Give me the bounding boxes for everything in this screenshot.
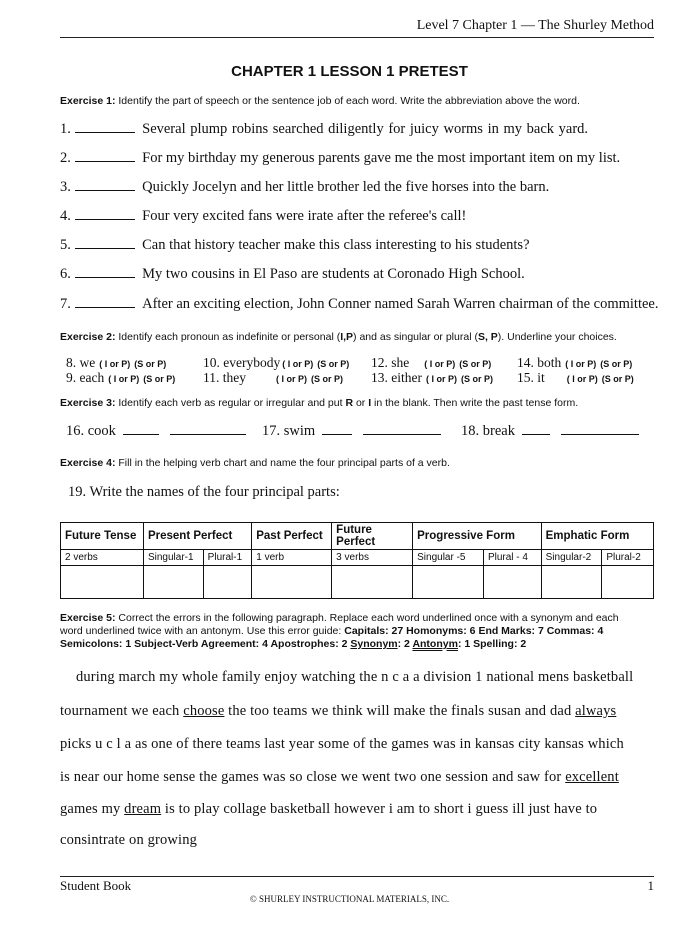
sentence-3 bbox=[60, 177, 549, 196]
instruction-code: R bbox=[345, 397, 354, 409]
sentence-1 bbox=[60, 119, 588, 138]
chart-header: Progressive Form bbox=[413, 523, 542, 550]
sentence-number: 4. bbox=[60, 208, 71, 224]
page-title: CHAPTER 1 LESSON 1 PRETEST bbox=[231, 63, 468, 80]
sentence-5 bbox=[60, 235, 530, 254]
instruction-text: word underlined twice with an antonym. Use this error guide: bbox=[60, 625, 342, 637]
exercise2-instructions bbox=[60, 331, 617, 343]
past-tense-blank[interactable] bbox=[170, 421, 246, 435]
sentence-number: 3. bbox=[60, 179, 71, 195]
chart-subheader: 3 verbs bbox=[332, 550, 413, 566]
chart-subheader: Singular -5 bbox=[413, 550, 484, 566]
pronoun-item bbox=[66, 370, 175, 386]
underlined-word: always bbox=[575, 703, 617, 719]
pronoun-word: 12. she bbox=[371, 355, 410, 370]
exercise1-instructions bbox=[60, 95, 580, 107]
sentence-6 bbox=[60, 264, 525, 283]
pronoun-word: 9. each bbox=[66, 370, 105, 385]
header-rule bbox=[60, 37, 654, 38]
sentence-text: For my birthday my generous parents gave me the most important item on my list. bbox=[142, 150, 621, 166]
exercise5-instructions bbox=[60, 612, 660, 651]
underlined-word: excellent bbox=[565, 769, 619, 785]
instruction-text: ) and as singular or plural ( bbox=[353, 331, 478, 343]
verb-item-break bbox=[461, 421, 639, 440]
chart-subheader: Plural - 4 bbox=[483, 550, 541, 566]
chart-answer-cell[interactable] bbox=[413, 566, 484, 599]
instruction-text: or bbox=[353, 397, 369, 409]
choice-sp[interactable]: (S or P) bbox=[311, 374, 344, 384]
paragraph-line-6: consintrate on growing bbox=[60, 832, 197, 848]
instruction-code: S, P bbox=[477, 331, 498, 343]
chart-answer-cell[interactable] bbox=[143, 566, 203, 599]
instruction-code: I bbox=[368, 397, 372, 409]
sentence-2 bbox=[60, 148, 620, 167]
error-guide: Capitals: 27 Homonyms: 6 End Marks: 7 Commas: 4 bbox=[344, 625, 604, 637]
paragraph-line-1: during march my whole family enjoy watching the n c a a division 1 national mens basketball bbox=[76, 669, 634, 685]
instruction-text: Identify each pronoun as indefinite or personal ( bbox=[118, 331, 341, 343]
running-header: Level 7 Chapter 1 — The Shurley Method bbox=[416, 18, 654, 33]
regular-irregular-blank[interactable] bbox=[322, 421, 352, 435]
exercise3-instructions bbox=[60, 397, 578, 409]
choice-sp[interactable]: (S or P) bbox=[601, 374, 634, 384]
footer-book-name: Student Book bbox=[60, 878, 132, 893]
exercise4-text: Fill in the helping verb chart and name the four principal parts of a verb. bbox=[118, 457, 450, 469]
answer-blank[interactable] bbox=[75, 264, 135, 278]
chart-header: Past Perfect bbox=[252, 523, 332, 550]
chart-subheader: 1 verb bbox=[252, 550, 332, 566]
chart-answer-cell[interactable] bbox=[203, 566, 252, 599]
chart-answer-cell[interactable] bbox=[541, 566, 602, 599]
verb-word: 16. cook bbox=[66, 423, 116, 439]
pronoun-item bbox=[517, 355, 632, 371]
choice-sp[interactable]: (S or P) bbox=[460, 374, 493, 384]
answer-blank[interactable] bbox=[75, 148, 135, 162]
chart-header: Future Perfect bbox=[332, 523, 413, 550]
copyright-notice: © SHURLEY INSTRUCTIONAL MATERIALS, INC. bbox=[249, 894, 450, 904]
choice-ip[interactable]: ( I or P) bbox=[99, 359, 131, 369]
pronoun-word: 11. they bbox=[203, 370, 246, 385]
chart-answer-cell[interactable] bbox=[483, 566, 541, 599]
chart-answer-cell[interactable] bbox=[602, 566, 654, 599]
regular-irregular-blank[interactable] bbox=[123, 421, 159, 435]
pronoun-item bbox=[371, 370, 493, 386]
chart-answer-cell[interactable] bbox=[252, 566, 332, 599]
paragraph-line-4 bbox=[60, 769, 619, 786]
sentence-number: 2. bbox=[60, 150, 71, 166]
chart-header: Present Perfect bbox=[143, 523, 251, 550]
error-guide: : 1 Spelling: 2 bbox=[457, 638, 527, 650]
page-number: 1 bbox=[647, 878, 654, 893]
sentence-7 bbox=[60, 294, 658, 313]
underlined-word: choose bbox=[183, 703, 225, 719]
error-guide: : 2 bbox=[397, 638, 410, 650]
exercise2-label: Exercise 2: bbox=[60, 331, 116, 343]
exercise4-instructions bbox=[60, 457, 450, 469]
paragraph-text: is near our home sense the games was so close we went two one session and saw for bbox=[60, 769, 566, 785]
instruction-code: I,P bbox=[340, 331, 354, 343]
instruction-text: Correct the errors in the following paragraph. Replace each word underlined once with a synonym and each bbox=[118, 612, 619, 624]
exercise1-text: Identify the part of speech or the sentence job of each word. Write the abbreviation above the word. bbox=[118, 95, 580, 107]
chart-subheader: Singular-2 bbox=[541, 550, 602, 566]
verb-item-swim bbox=[262, 421, 441, 440]
sentence-4 bbox=[60, 206, 466, 225]
sentence-text: Several plump robins searched diligently for juicy worms in my back yard. bbox=[142, 121, 589, 137]
chart-header: Emphatic Form bbox=[541, 523, 653, 550]
sentence-number: 1. bbox=[60, 121, 71, 137]
choice-ip[interactable]: ( I or P) bbox=[425, 374, 457, 384]
verb-item-cook bbox=[66, 421, 246, 440]
choice-sp[interactable]: (S or P) bbox=[317, 359, 350, 369]
answer-blank[interactable] bbox=[75, 294, 135, 308]
regular-irregular-blank[interactable] bbox=[522, 421, 550, 435]
chart-subheader: Singular-1 bbox=[143, 550, 203, 566]
sentence-number: 6. bbox=[60, 266, 71, 282]
exercise3-label: Exercise 3: bbox=[60, 397, 116, 409]
principal-parts-prompt: 19. Write the names of the four principal parts: bbox=[68, 484, 340, 500]
paragraph-line-3: picks u c l a as one of there teams last year some of the games was in kansas city kansas which bbox=[60, 736, 624, 752]
past-tense-blank[interactable] bbox=[561, 421, 639, 435]
footer-rule bbox=[60, 876, 654, 877]
choice-sp[interactable]: (S or P) bbox=[459, 359, 492, 369]
past-tense-blank[interactable] bbox=[363, 421, 441, 435]
verb-word: 18. break bbox=[461, 423, 515, 439]
exercise5-line1 bbox=[60, 612, 660, 625]
choice-sp[interactable]: (S or P) bbox=[600, 359, 633, 369]
error-guide: Semicolons: 1 Subject-Verb Agreement: 4 Apostrophes: 2 bbox=[60, 638, 348, 650]
sentence-number: 7. bbox=[60, 296, 71, 312]
answer-blank[interactable] bbox=[75, 177, 135, 191]
exercise1-label: Exercise 1: bbox=[60, 95, 116, 107]
choice-ip[interactable]: ( I or P) bbox=[424, 359, 456, 369]
chart-answer-cell[interactable] bbox=[332, 566, 413, 599]
exercise5-line3 bbox=[60, 638, 660, 651]
synonym-key: Synonym bbox=[350, 638, 398, 650]
choice-ip[interactable]: ( I or P) bbox=[108, 374, 140, 384]
pronoun-word: 13. either bbox=[371, 370, 422, 385]
chart-subheader: 2 verbs bbox=[61, 550, 144, 566]
chart-subheader: Plural-1 bbox=[203, 550, 252, 566]
instruction-text: in the blank. Then write the past tense form. bbox=[371, 397, 579, 409]
pronoun-item bbox=[203, 355, 349, 371]
choice-ip[interactable]: ( I or P) bbox=[282, 359, 314, 369]
chart-subheader: Plural-2 bbox=[602, 550, 654, 566]
paragraph-text: the too teams we think will make the finals susan and dad bbox=[224, 703, 576, 719]
answer-blank[interactable] bbox=[75, 206, 135, 220]
sentence-number: 5. bbox=[60, 237, 71, 253]
paragraph-text: games my bbox=[60, 801, 125, 817]
answer-blank[interactable] bbox=[75, 119, 135, 133]
underlined-word: dream bbox=[124, 801, 162, 817]
instruction-text: ). Underline your choices. bbox=[497, 331, 617, 343]
exercise4-label: Exercise 4: bbox=[60, 457, 116, 469]
antonym-key: Antonym bbox=[412, 638, 458, 650]
pronoun-word: 8. we bbox=[66, 355, 96, 370]
sentence-text: After an exciting election, John Conner named Sarah Warren chairman of the committee. bbox=[142, 296, 659, 312]
choice-ip[interactable]: ( I or P) bbox=[566, 374, 598, 384]
paragraph-text: tournament we each bbox=[60, 703, 184, 719]
sentence-text: Quickly Jocelyn and her little brother led the five horses into the barn. bbox=[142, 179, 550, 195]
helping-verb-chart bbox=[60, 522, 654, 599]
pronoun-word: 10. everybody bbox=[203, 355, 281, 370]
pronoun-word: 15. it bbox=[517, 370, 545, 385]
pronoun-item bbox=[517, 370, 634, 386]
chart-header: Future Tense bbox=[61, 523, 144, 550]
sentence-text: My two cousins in El Paso are students at Coronado High School. bbox=[142, 266, 525, 282]
answer-blank[interactable] bbox=[75, 235, 135, 249]
paragraph-text: is to play collage basketball however i am to short i guess ill just have to bbox=[161, 801, 598, 817]
exercise5-label: Exercise 5: bbox=[60, 612, 116, 624]
pronoun-item bbox=[371, 355, 491, 371]
chart-answer-cell[interactable] bbox=[61, 566, 144, 599]
choice-ip[interactable]: ( I or P) bbox=[565, 359, 597, 369]
paragraph-line-2 bbox=[60, 703, 616, 720]
instruction-text: Identify each verb as regular or irregular and put bbox=[118, 397, 346, 409]
choice-sp[interactable]: (S or P) bbox=[143, 374, 176, 384]
choice-sp[interactable]: (S or P) bbox=[134, 359, 167, 369]
pronoun-word: 14. both bbox=[517, 355, 562, 370]
sentence-text: Can that history teacher make this class interesting to his students? bbox=[142, 237, 530, 253]
pronoun-item bbox=[203, 370, 343, 386]
choice-ip[interactable]: ( I or P) bbox=[276, 374, 307, 384]
paragraph-line-5 bbox=[60, 801, 597, 818]
verb-word: 17. swim bbox=[262, 423, 316, 439]
exercise5-line2 bbox=[60, 625, 660, 638]
pronoun-item bbox=[66, 355, 166, 371]
sentence-text: Four very excited fans were irate after the referee's call! bbox=[142, 208, 467, 224]
